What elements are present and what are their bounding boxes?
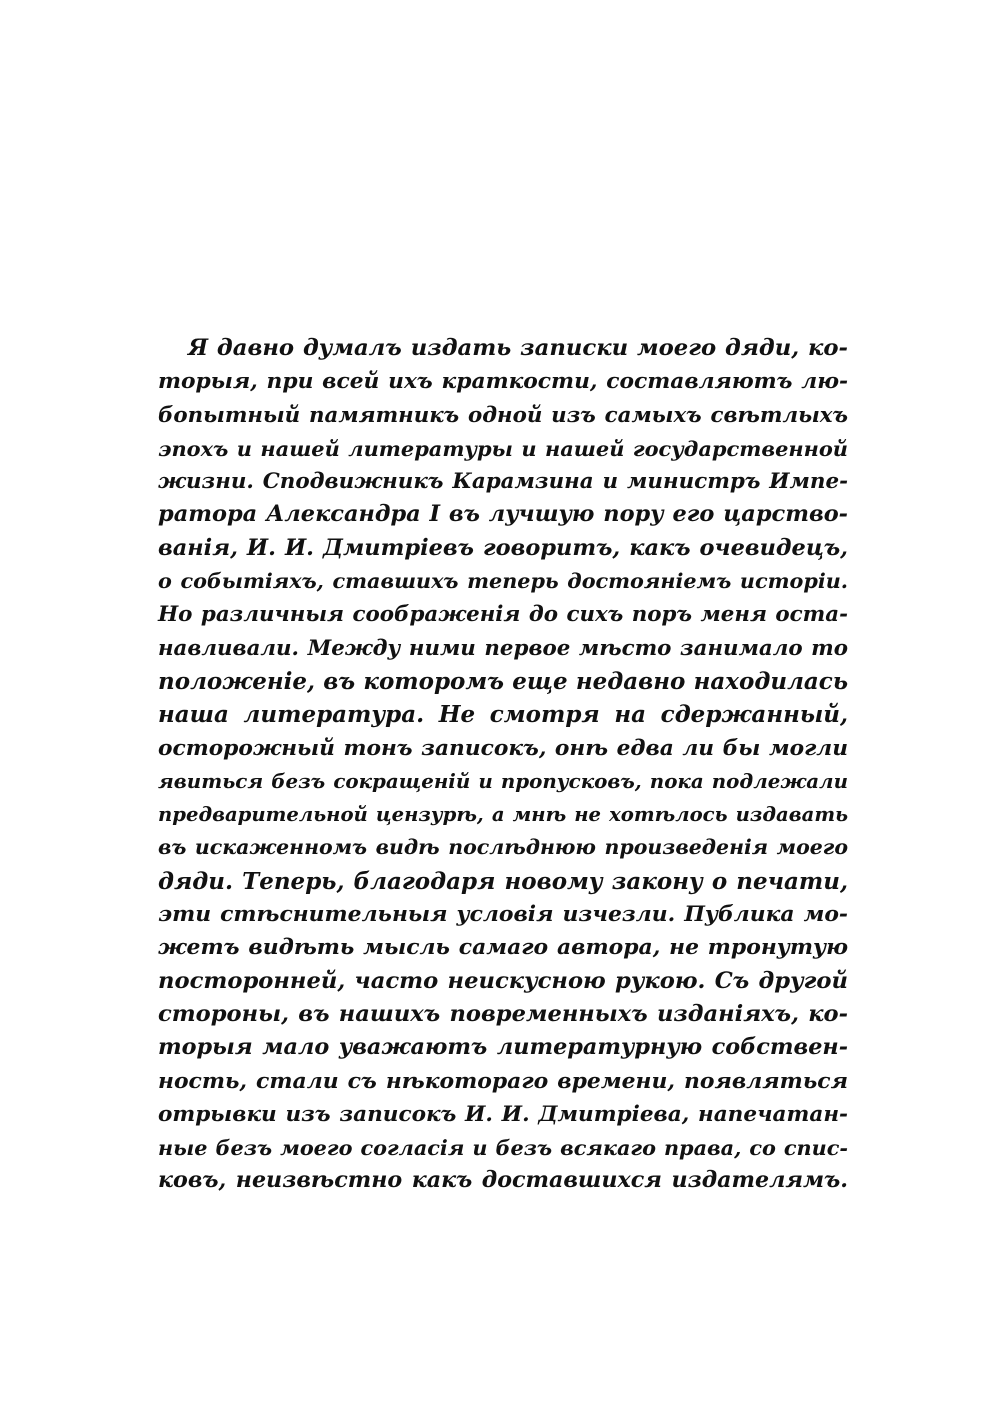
text-line: бопытный памятникъ одной изъ самыхъ свѣтлыхъ	[158, 402, 848, 428]
text-line: торыя мало уважаютъ литературную собствен-	[158, 1034, 848, 1061]
text-line: Но различныя соображенія до сихъ поръ меня оста-	[158, 602, 848, 628]
text-line: ковъ, неизвѣстно какъ доставшихся издателямъ.	[158, 1167, 848, 1194]
text-line: о событіяхъ, ставшихъ теперь достояніемъ исторіи.	[158, 569, 848, 594]
text-line: жизни. Сподвижникъ Карамзина и министръ Импе-	[158, 469, 848, 495]
text-line: положеніе, въ которомъ еще недавно находилась	[158, 667, 848, 695]
text-line: осторожный тонъ записокъ, онѣ едва ли бы могли	[158, 735, 848, 761]
text-line: жетъ видѣть мысль самаго автора, не тронутую	[158, 934, 848, 961]
text-line: ность, стали съ нѣкотораго времени, появляться	[158, 1067, 848, 1094]
text-line: въ искаженномъ видѣ послѣднюю произведенія моего	[158, 835, 848, 860]
text-line: эпохъ и нашей литературы и нашей государственной	[158, 435, 848, 461]
text-line: предварительной цензурѣ, а мнѣ не хотѣлось издавать	[158, 803, 848, 827]
text-line: торыя, при всей ихъ краткости, составляютъ лю-	[158, 369, 848, 395]
text-line: Я давно думалъ издать записки моего дяди, ко-	[188, 335, 848, 361]
text-line: посторонней, часто неискусною рукою. Съ другой	[158, 967, 848, 994]
body-text	[158, 332, 848, 1198]
text-line: ванія, И. И. Дмитріевъ говоритъ, какъ очевидецъ,	[158, 534, 848, 561]
text-line: эти стѣснительныя условія изчезли. Публика мо-	[158, 901, 848, 928]
text-line: дяди. Теперь, благодаря новому закону о печати,	[158, 867, 848, 895]
text-line: навливали. Между ними первое мѣсто занимало то	[158, 635, 848, 661]
text-line: наша литература. Не смотря на сдержанный,	[158, 701, 848, 729]
text-line: ратора Александра I въ лучшую пору его царство-	[158, 501, 848, 528]
text-line: явиться безъ сокращеній и пропусковъ, пока подлежали	[158, 768, 848, 793]
text-line: ные безъ моего согласія и безъ всякаго права, со спис-	[158, 1135, 848, 1161]
text-line: отрывки изъ записокъ И. И. Дмитріева, напечатан-	[158, 1101, 848, 1127]
text-line: стороны, въ нашихъ повременныхъ изданіяхъ, ко-	[158, 1000, 848, 1027]
